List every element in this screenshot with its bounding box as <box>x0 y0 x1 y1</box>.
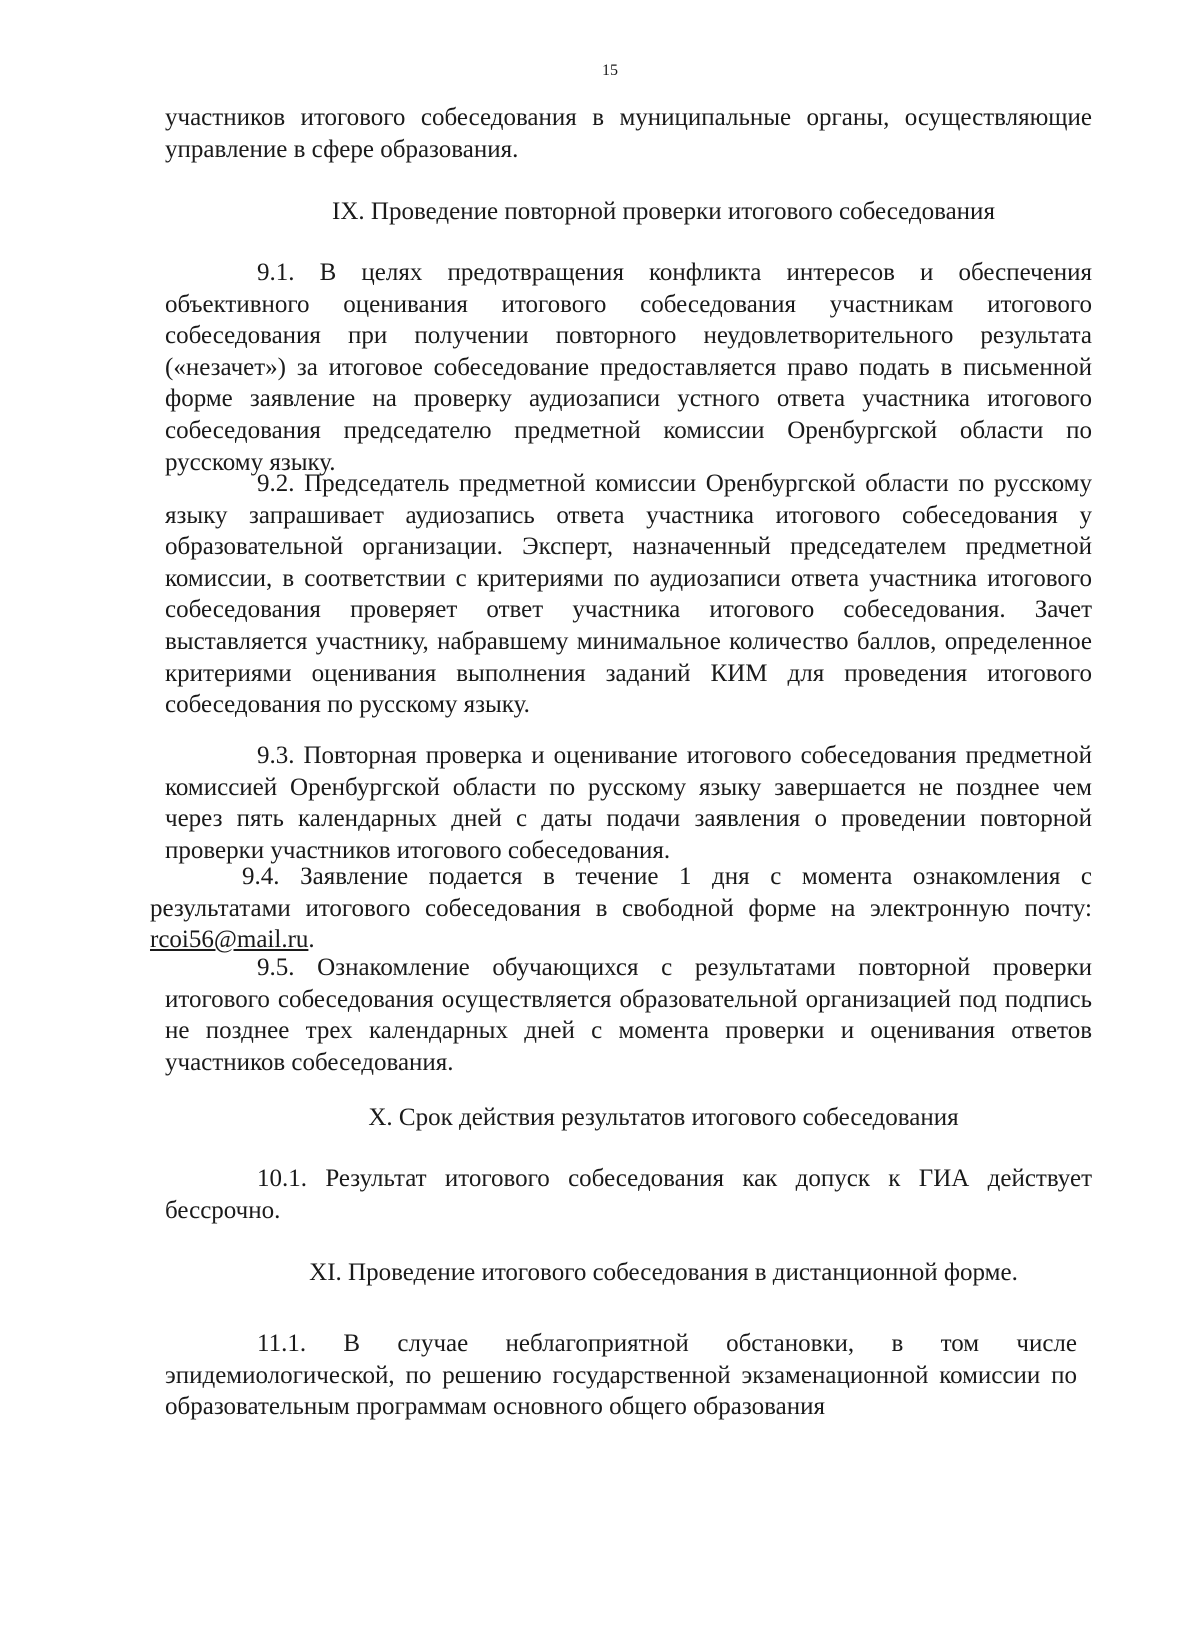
paragraph-9-5: 9.5. Ознакомление обучающихся с результатами повторной проверки итогового собеседования осуществляется образовательной организацией под подпись не позднее трех календарных дней с момента проверки и оценивания ответов участников собеседования. <box>165 954 1092 1076</box>
page-number: 15 <box>602 62 618 79</box>
intro-paragraph: участников итогового собеседования в муниципальные органы, осуществляющие управление в сфере образования. <box>165 104 1092 163</box>
email-link[interactable]: rcoi56@mail.ru <box>150 926 309 954</box>
paragraph-9-3: 9.3. Повторная проверка и оценивание итогового собеседования предметной комиссией Оренбургской области по русскому языку завершается не позднее чем через пять календарных дней с даты подачи заявления о проведении повторной проверки участников итогового собеседования. <box>165 742 1092 864</box>
paragraph-9-4-text: 9.4. Заявление подается в течение 1 дня с момента ознакомления с результатами итогового собеседования в свободной форме на электронную почту: <box>150 863 1092 922</box>
section-9-title: IX. Проведение повторной проверки итогового собеседования <box>332 198 995 225</box>
section-11-title: XI. Проведение итогового собеседования в дистанционной форме. <box>309 1259 1018 1286</box>
paragraph-9-4-end: . <box>308 926 315 954</box>
paragraph-9-1: 9.1. В целях предотвращения конфликта интересов и обеспечения объективного оценивания итогового собеседования участникам итогового собеседования при получении повторного неудовлетворительного результата («незачет») за итоговое собеседование предоставляется право подать в письменной форме заявление на проверку аудиозаписи устного ответа участника итогового собеседования председателю предметной комиссии Оренбургской области по русскому языку. <box>165 259 1092 476</box>
paragraph-9-2: 9.2. Председатель предметной комиссии Оренбургской области по русскому языку запрашивает аудиозапись ответа участника итогового собеседования у образовательной организации. Эксперт, назначенный председателем предметной комиссии, в соответствии с критериями по аудиозаписи ответа участника итогового собеседования проверяет ответ участника итогового собеседования. Зачет выставляется участнику, набравшему минимальное количество баллов, определенное критериями оценивания выполнения заданий КИМ для проведения итогового собеседования по русскому языку. <box>165 470 1092 719</box>
section-10-title: X. Срок действия результатов итогового собеседования <box>368 1104 959 1131</box>
paragraph-11-1: 11.1. В случае неблагоприятной обстановки, в том числе эпидемиологической, по решению государственной экзаменационной комиссии по образовательным программам основного общего образования <box>165 1330 1077 1421</box>
paragraph-10-1: 10.1. Результат итогового собеседования как допуск к ГИА действует бессрочно. <box>165 1165 1092 1224</box>
paragraph-9-4 <box>150 861 1092 956</box>
